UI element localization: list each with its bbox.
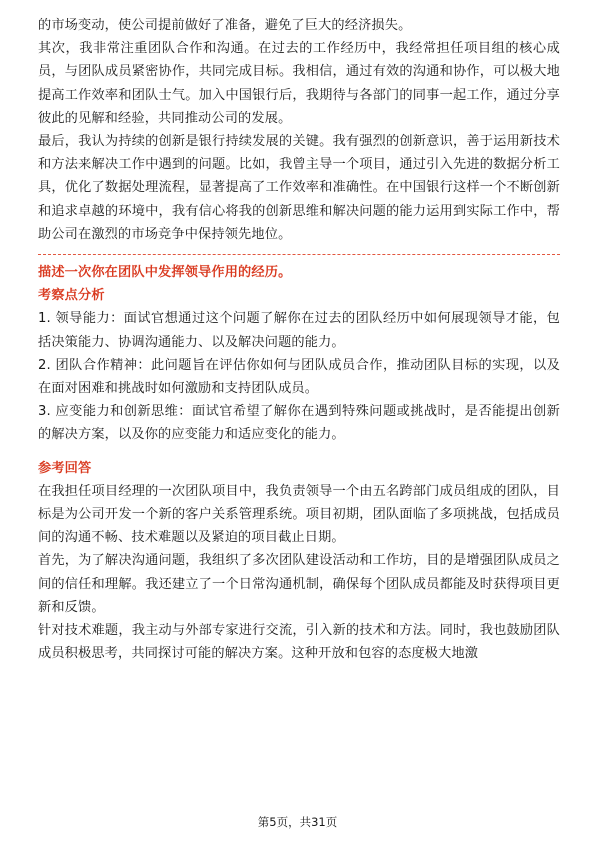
- answer-heading: 参考回答: [38, 460, 92, 476]
- paragraph: 其次，我非常注重团队合作和沟通。在过去的工作经历中，我经常担任项目组的核心成员，与团队成员紧密协作，共同完成目标。我相信，通过有效的沟通和协作，可以极大地提高工作效率和团队士气。加入中国银行后，我期待与各部门的同事一起工作，通过分享彼此的见解和经验，共同推动公司的发展。: [38, 41, 560, 126]
- analysis-heading: 考察点分析: [38, 288, 105, 304]
- question-heading: 描述一次你在团队中发挥领导作用的经历。: [38, 265, 292, 281]
- page-number: 第5页，共31页: [257, 815, 338, 829]
- analysis-item: 2. 团队合作精神：此问题旨在评估你如何与团队成员合作，推动团队目标的实现，以及在面对困难和挑战时如何激励和支持团队成员。: [38, 357, 560, 397]
- paragraph: 的市场变动，使公司提前做好了准备，避免了巨大的经济损失。: [38, 18, 412, 33]
- section-divider: [38, 254, 560, 255]
- answer-paragraph: 针对技术难题，我主动与外部专家进行交流，引入新的技术和方法。同时，我也鼓励团队成员积极思考，共同探讨可能的解决方案。这种开放和包容的态度极大地激: [38, 623, 560, 662]
- answer-paragraph: 首先，为了解决沟通问题，我组织了多次团队建设活动和工作坊，目的是增强团队成员之间的信任和理解。我还建立了一个日常沟通机制，确保每个团队成员都能及时获得项目更新和反馈。: [38, 553, 560, 615]
- answer-paragraph: 在我担任项目经理的一次团队项目中，我负责领导一个由五名跨部门成员组成的团队，目标是为公司开发一个新的客户关系管理系统。项目初期，团队面临了多项挑战，包括成员间的沟通不畅、技术难题以及紧迫的项目截止日期。: [38, 483, 560, 546]
- analysis-item: 3. 应变能力和创新思维：面试官希望了解你在遇到特殊问题或挑战时，是否能提出创新的解决方案，以及你的应变能力和适应变化的能力。: [38, 404, 560, 443]
- analysis-item: 1. 领导能力：面试官想通过这个问题了解你在过去的团队经历中如何展现领导才能，包括决策能力、协调沟通能力、以及解决问题的能力。: [38, 311, 560, 350]
- document-body: [38, 14, 560, 665]
- paragraph: 最后，我认为持续的创新是银行持续发展的关键。我有强烈的创新意识，善于运用新技术和方法来解决工作中遇到的问题。比如，我曾主导一个项目，通过引入先进的数据分析工具，优化了数据处理流程，显著提高了工作效率和准确性。在中国银行这样一个不断创新和追求卓越的环境中，我有信心将我的创新思维和解决问题的能力运用到实际工作中，帮助公司在激烈的市场竞争中保持领先地位。: [38, 134, 560, 242]
